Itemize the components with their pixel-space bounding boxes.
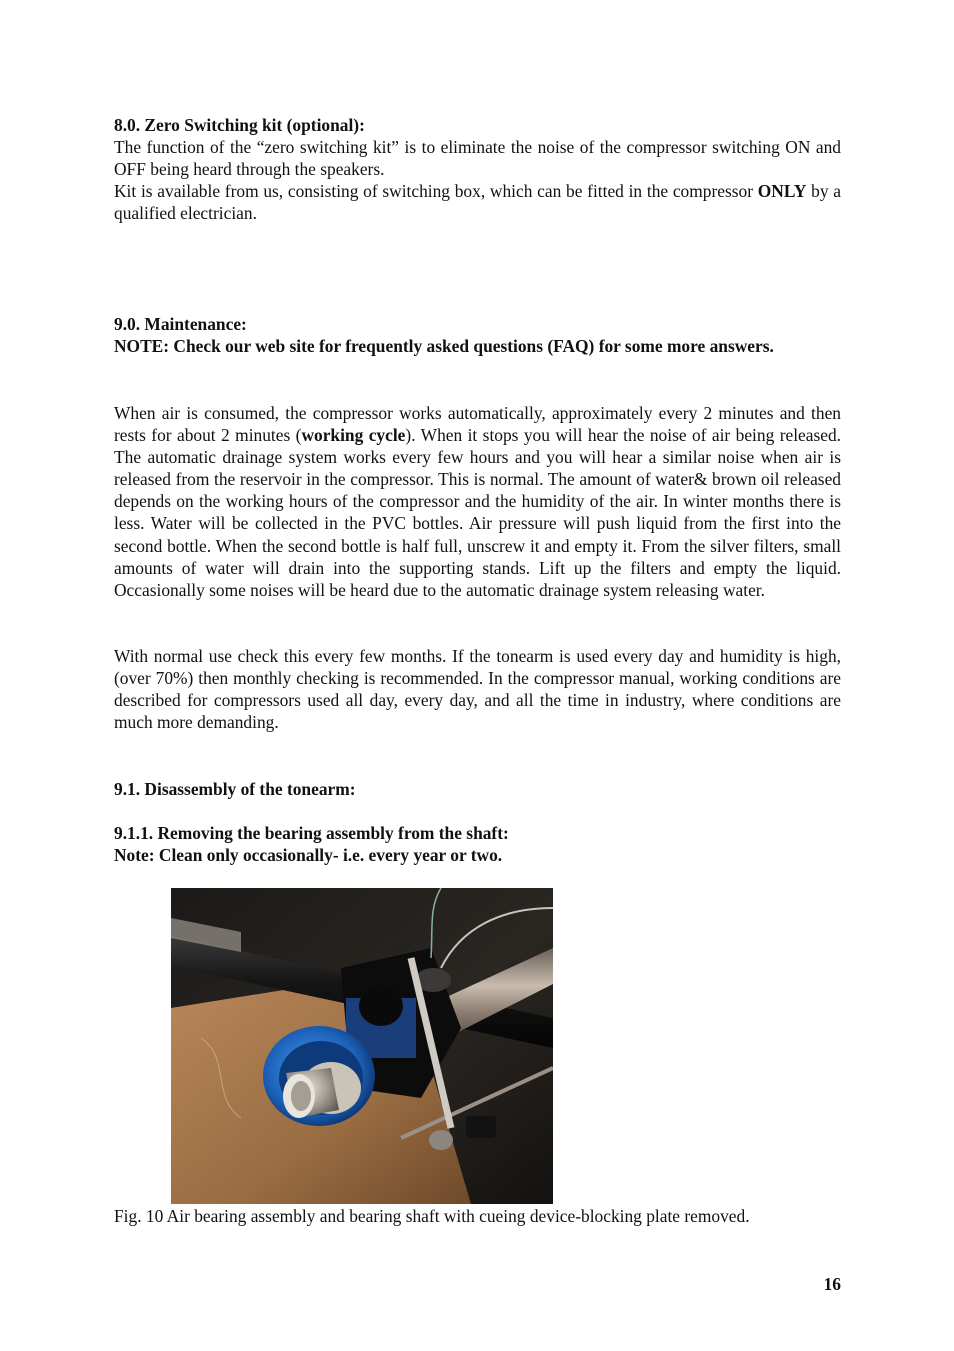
section-9 xyxy=(114,313,841,357)
section-8-paragraph-2-text: Kit is available from us, consisting of switching box, which can be fitted in the compressor xyxy=(114,181,758,202)
section-9-paragraph-1-body xyxy=(114,402,841,601)
section-8-heading: 8.0. Zero Switching kit (optional): xyxy=(114,115,365,135)
section-9-1-1-note: Note: Clean only occasionally- i.e. every year or two. xyxy=(114,845,503,866)
section-8-paragraph-2-tail: by a qualified electrician. xyxy=(114,181,841,224)
section-9-paragraph-2 xyxy=(114,645,841,733)
section-8-paragraph-1: The function of the “zero switching kit” is to eliminate the noise of the compressor switching ON and OFF being heard through the speakers. xyxy=(114,137,841,180)
section-8 xyxy=(114,114,841,224)
bearing-assembly-photo xyxy=(171,888,553,1204)
section-9-paragraph-1 xyxy=(114,402,841,601)
section-9-paragraph-1-tail: ). When it stops you will hear the noise of air being released. The automatic drainage system works every few hours and you will hear a similar noise when air is released from the reservoir in the compressor. This is normal. The amount of water& brown oil released depends on the working hours of the compressor and the humidity of the air. In winter months there is less. Water will be collected in the PVC bottles. Air pressure will push liquid from the first into the second bottle. When the second bottle is half full, unscrew it and empty it. From the silver filters, small amounts of water will drain into the supporting stands. Lift up the filters and empty the liquid. Occasionally some noises will be heard due to the automatic drainage system releasing water. xyxy=(114,425,842,600)
section-9-1 xyxy=(114,778,841,800)
section-9-paragraph-1-text: When air is consumed, the compressor works automatically, approximately every 2 minutes and then rests for about 2 minutes ( xyxy=(114,403,841,446)
working-cycle-emphasis: working cycle xyxy=(301,425,406,446)
section-8-paragraph-2 xyxy=(114,180,841,224)
section-9-note: NOTE: Check our web site for frequently asked questions (FAQ) for some more answers. xyxy=(114,336,774,357)
section-9-1-1 xyxy=(114,822,841,866)
section-9-paragraph-2-text: With normal use check this every few months. If the tonearm is used every day and humidity is high, (over 70%) then monthly checking is recommended. In the compressor manual, working conditions are described for compressors used all day, every day, and all the time in industry, where conditions are much more demanding. xyxy=(114,646,841,733)
page-number: 16 xyxy=(823,1274,841,1294)
section-9-heading: 9.0. Maintenance: xyxy=(114,314,247,334)
section-9-1-heading: 9.1. Disassembly of the tonearm: xyxy=(114,779,356,799)
only-emphasis: ONLY xyxy=(757,181,807,202)
figure-caption: Fig. 10 Air bearing assembly and bearing shaft with cueing device-blocking plate removed. xyxy=(114,1206,750,1226)
section-9-1-1-heading: 9.1.1. Removing the bearing assembly from the shaft: xyxy=(114,823,509,843)
